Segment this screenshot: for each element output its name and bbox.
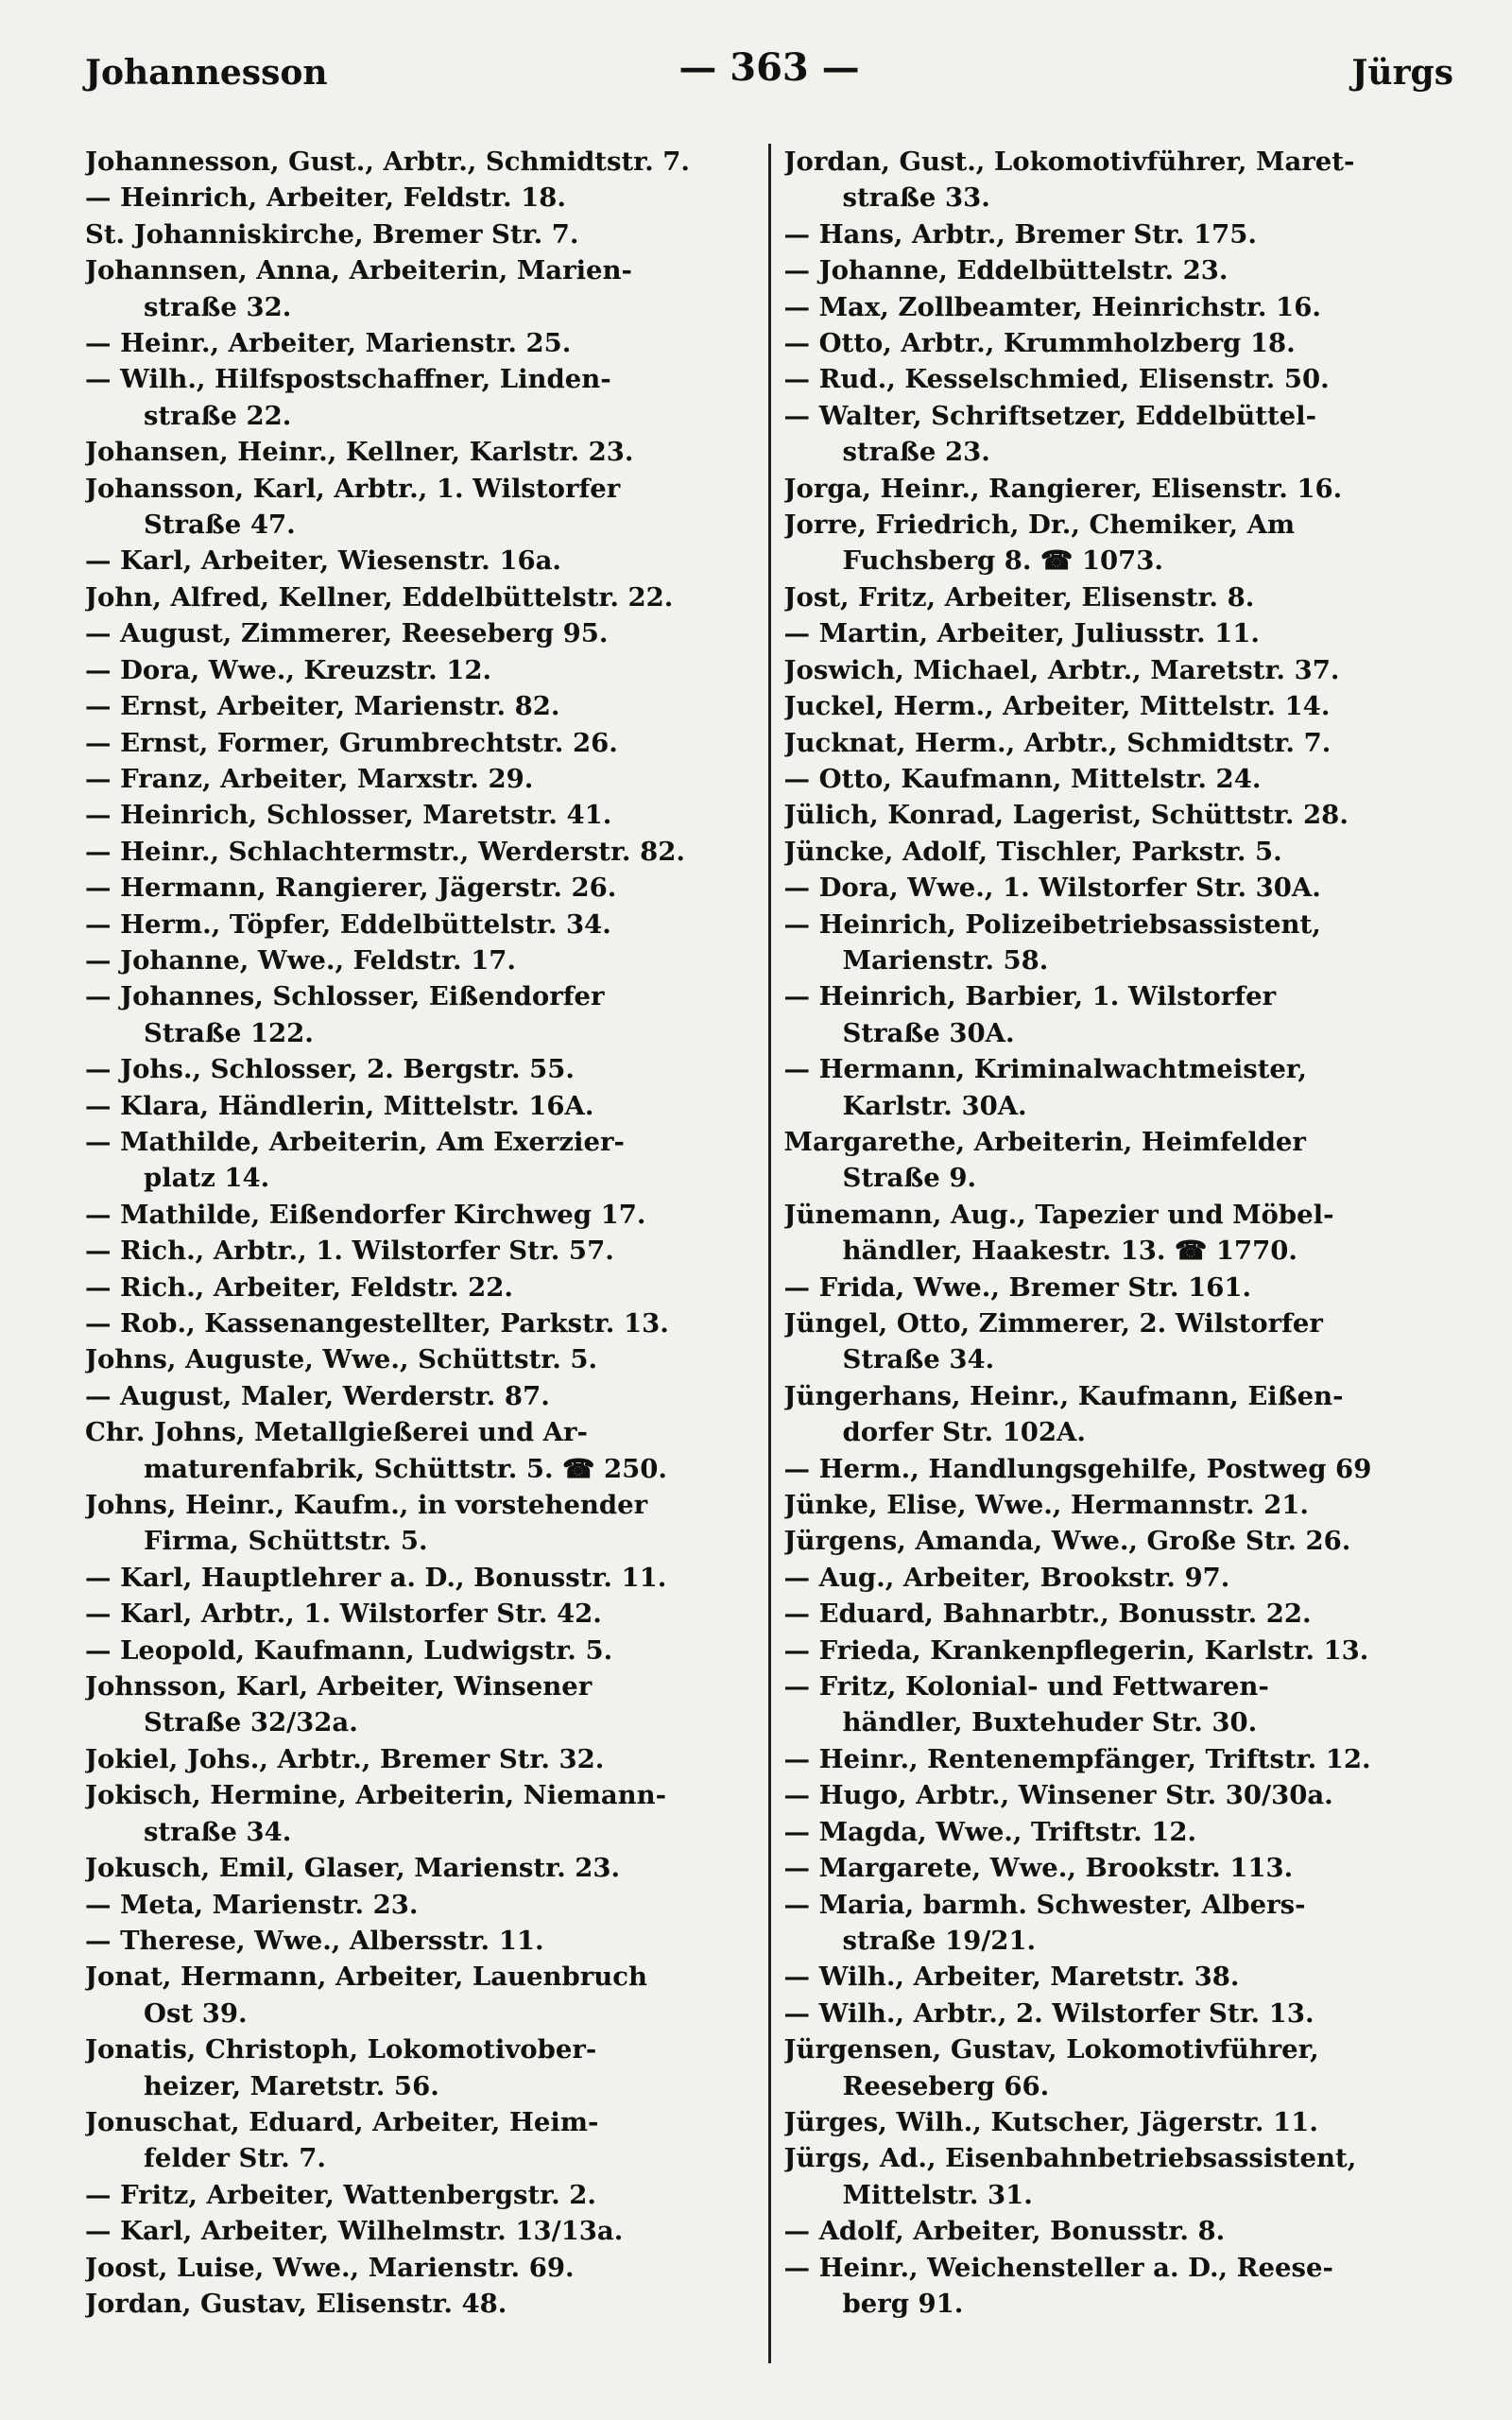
entry-continuation: Straße 34. xyxy=(842,1344,995,1375)
entry-line: — Rud., Kesselschmied, Elisenstr. 50. xyxy=(783,364,1330,395)
entry-line: — Dora, Wwe., Kreuzstr. 12. xyxy=(85,654,492,685)
directory-entry xyxy=(85,870,755,906)
directory-entry xyxy=(85,942,755,978)
entry-continuation: Ost 39. xyxy=(144,1997,248,2029)
directory-entry xyxy=(85,1923,755,1959)
directory-entry xyxy=(85,1051,755,1087)
entry-line: — Mathilde, Arbeiterin, Am Exerzier- xyxy=(85,1126,625,1157)
directory-entry xyxy=(784,579,1454,615)
directory-entry xyxy=(784,797,1454,833)
directory-entry xyxy=(784,1777,1454,1813)
directory-entry xyxy=(85,1560,755,1596)
entry-line: Jüncke, Adolf, Tischler, Parkstr. 5. xyxy=(783,836,1282,867)
page-number: — 363 — xyxy=(679,45,860,90)
directory-entry xyxy=(784,688,1454,724)
directory-entry xyxy=(784,507,1454,579)
entry-continuation: Straße 47. xyxy=(144,510,296,541)
entry-line: — Heinr., Weichensteller a. D., Reese- xyxy=(783,2252,1333,2283)
directory-entry xyxy=(85,1777,755,1850)
directory-entry xyxy=(784,1741,1454,1777)
running-head-left: Johannesson xyxy=(85,53,328,93)
entry-line: — Adolf, Arbeiter, Bonusstr. 8. xyxy=(783,2216,1226,2247)
entry-line: — Max, Zollbeamter, Heinrichstr. 16. xyxy=(783,291,1321,322)
directory-entry xyxy=(85,180,755,216)
entry-continuation: Reeseberg 66. xyxy=(842,2070,1050,2101)
entry-line: — Heinr., Schlachtermstr., Werderstr. 82. xyxy=(85,836,685,867)
entry-line: — Johanne, Eddelbüttelstr. 23. xyxy=(783,255,1228,286)
directory-entry xyxy=(85,688,755,724)
entry-line: Chr. Johns, Metallgießerei und Ar- xyxy=(85,1417,588,1448)
directory-entry xyxy=(784,1523,1454,1559)
entry-line: Jucknat, Herm., Arbtr., Schmidtstr. 7. xyxy=(783,727,1332,758)
entry-line: — Heinrich, Polizeibetriebsassistent, xyxy=(783,908,1321,940)
directory-entry xyxy=(85,2213,755,2249)
directory-entry xyxy=(784,2140,1454,2213)
entry-line: — Leopold, Kaufmann, Ludwigstr. 5. xyxy=(85,1634,613,1666)
directory-entry xyxy=(85,1668,755,1741)
entry-line: — Heinrich, Barbier, 1. Wilstorfer xyxy=(783,981,1277,1012)
directory-entry xyxy=(784,907,1454,979)
directory-entry xyxy=(784,144,1454,216)
entry-line: Juckel, Herm., Arbeiter, Mittelstr. 14. xyxy=(783,691,1331,722)
directory-entry xyxy=(85,2104,755,2177)
directory-entry xyxy=(784,1887,1454,1960)
directory-entry xyxy=(784,289,1454,325)
entry-line: — Heinr., Rentenempfänger, Triftstr. 12. xyxy=(783,1743,1371,1774)
entry-line: — Karl, Arbeiter, Wiesenstr. 16a. xyxy=(85,545,561,577)
directory-entry xyxy=(784,1051,1454,1124)
entry-line: — Johs., Schlosser, 2. Bergstr. 55. xyxy=(85,1054,575,1085)
entry-continuation: Karlstr. 30A. xyxy=(842,1090,1027,1121)
entry-continuation: straße 32. xyxy=(144,291,292,322)
directory-entry xyxy=(85,1959,755,2031)
running-head-right: Jürgs xyxy=(1351,53,1453,93)
directory-entry xyxy=(784,761,1454,797)
entry-line: — Otto, Kaufmann, Mittelstr. 24. xyxy=(783,763,1262,794)
entry-line: — Meta, Marienstr. 23. xyxy=(85,1889,419,1920)
directory-entry xyxy=(85,834,755,870)
entry-line: — Magda, Wwe., Triftstr. 12. xyxy=(783,1816,1197,1847)
entry-line: — Karl, Arbeiter, Wilhelmstr. 13/13a. xyxy=(85,2216,624,2247)
directory-entry xyxy=(784,1305,1454,1378)
directory-entry xyxy=(85,1487,755,1560)
entry-line: — Herm., Töpfer, Eddelbüttelstr. 34. xyxy=(85,908,611,940)
directory-entry xyxy=(784,2213,1454,2249)
directory-entry xyxy=(85,907,755,942)
entry-line: Jordan, Gustav, Elisenstr. 48. xyxy=(85,2288,507,2319)
directory-entry xyxy=(85,325,755,361)
directory-entry xyxy=(784,870,1454,906)
directory-entry xyxy=(784,398,1454,471)
entry-line: Jordan, Gust., Lokomotivführer, Maret- xyxy=(783,147,1355,177)
directory-entry xyxy=(784,978,1454,1051)
directory-entry xyxy=(85,652,755,688)
directory-entry xyxy=(784,615,1454,651)
directory-entry xyxy=(784,1487,1454,1523)
directory-entry xyxy=(784,1378,1454,1451)
directory-entry xyxy=(85,725,755,761)
entry-line: — Johannes, Schlosser, Eißendorfer xyxy=(85,981,605,1012)
entry-continuation: Marienstr. 58. xyxy=(842,944,1049,976)
entry-continuation: straße 33. xyxy=(842,182,990,214)
entry-continuation: heizer, Maretstr. 56. xyxy=(144,2070,439,2101)
directory-entry xyxy=(85,471,755,544)
directory-entry xyxy=(85,1270,755,1305)
entry-line: Jokiel, Johs., Arbtr., Bremer Str. 32. xyxy=(85,1743,605,1774)
entry-line: — Mathilde, Eißendorfer Kirchweg 17. xyxy=(85,1199,646,1230)
entry-continuation: berg 91. xyxy=(842,2288,964,2319)
directory-entry xyxy=(85,761,755,797)
entry-line: — Hermann, Rangierer, Jägerstr. 26. xyxy=(85,873,617,904)
entry-line: Jülich, Konrad, Lagerist, Schüttstr. 28. xyxy=(783,800,1349,831)
page-header xyxy=(85,45,1453,102)
directory-entry xyxy=(784,471,1454,507)
entry-line: — Heinrich, Arbeiter, Feldstr. 18. xyxy=(85,182,566,214)
entry-continuation: Straße 122. xyxy=(144,1017,314,1048)
directory-entry xyxy=(85,2286,755,2322)
directory-entry xyxy=(85,1633,755,1668)
directory-entry xyxy=(784,725,1454,761)
directory-entry xyxy=(784,1451,1454,1487)
entry-line: — Karl, Arbtr., 1. Wilstorfer Str. 42. xyxy=(85,1599,602,1630)
entry-line: — Hermann, Kriminalwachtmeister, xyxy=(783,1054,1307,1085)
entry-line: Jüngerhans, Heinr., Kaufmann, Eißen- xyxy=(783,1380,1344,1411)
left-column xyxy=(85,144,768,2363)
entry-line: Jokusch, Emil, Glaser, Marienstr. 23. xyxy=(85,1853,621,1884)
entry-line: — Otto, Arbtr., Krummholzberg 18. xyxy=(783,328,1296,359)
directory-entry xyxy=(85,2250,755,2286)
directory-entry xyxy=(784,1850,1454,1886)
entry-line: — Fritz, Kolonial- und Fettwaren- xyxy=(783,1671,1269,1703)
entry-line: Johannsen, Anna, Arbeiterin, Marien- xyxy=(85,255,632,286)
directory-entry xyxy=(784,1124,1454,1197)
directory-entry xyxy=(85,1233,755,1269)
directory-entry xyxy=(85,2031,755,2104)
entry-line: — Rob., Kassenangestellter, Parkstr. 13. xyxy=(85,1308,669,1339)
entry-line: — Wilh., Arbeiter, Maretstr. 38. xyxy=(783,1962,1240,1993)
directory-entry xyxy=(784,325,1454,361)
directory-entry xyxy=(85,579,755,615)
entry-line: St. Johanniskirche, Bremer Str. 7. xyxy=(85,218,579,250)
directory-entry xyxy=(85,1414,755,1487)
entry-line: Margarethe, Arbeiterin, Heimfelder xyxy=(783,1126,1306,1157)
directory-entry xyxy=(85,216,755,252)
entry-line: Jonuschat, Eduard, Arbeiter, Heim- xyxy=(85,2106,599,2137)
entry-line: — Fritz, Arbeiter, Wattenbergstr. 2. xyxy=(85,2179,597,2210)
directory-entry xyxy=(85,1850,755,1886)
entry-line: Johansson, Karl, Arbtr., 1. Wilstorfer xyxy=(85,473,621,504)
directory-entry xyxy=(85,797,755,833)
entry-line: Johansen, Heinr., Kellner, Karlstr. 23. xyxy=(85,437,634,468)
directory-entry xyxy=(85,1596,755,1632)
directory-entry xyxy=(85,361,755,434)
entry-continuation: straße 19/21. xyxy=(842,1925,1037,1956)
right-column xyxy=(768,144,1454,2363)
entry-line: Jost, Fritz, Arbeiter, Elisenstr. 8. xyxy=(783,581,1255,613)
directory-entry xyxy=(784,216,1454,252)
entry-line: Jünke, Elise, Wwe., Hermannstr. 21. xyxy=(783,1490,1309,1521)
entry-line: — Heinr., Arbeiter, Marienstr. 25. xyxy=(85,328,572,359)
entry-line: Jonat, Hermann, Arbeiter, Lauenbruch xyxy=(85,1962,647,1993)
entry-line: — Herm., Handlungsgehilfe, Postweg 69 xyxy=(783,1453,1372,1484)
directory-entry xyxy=(784,2031,1454,2104)
entry-line: — Walter, Schriftsetzer, Eddelbüttel- xyxy=(783,400,1317,431)
directory-entry xyxy=(85,1124,755,1197)
entry-line: — Wilh., Hilfspostschaffner, Linden- xyxy=(85,364,611,395)
entry-line: — Ernst, Former, Grumbrechtstr. 26. xyxy=(85,727,618,758)
entry-line: Joswich, Michael, Arbtr., Maretstr. 37. xyxy=(783,654,1340,685)
entry-continuation: Straße 32/32a. xyxy=(144,1707,358,1738)
directory-entry xyxy=(784,1959,1454,1995)
entry-line: — Eduard, Bahnarbtr., Bonusstr. 22. xyxy=(783,1599,1312,1630)
entry-line: Johns, Heinr., Kaufm., in vorstehender xyxy=(85,1490,648,1521)
directory-entry xyxy=(784,1197,1454,1270)
directory-entry xyxy=(85,434,755,470)
entry-line: — Rich., Arbeiter, Feldstr. 22. xyxy=(85,1271,513,1303)
entry-continuation: straße 34. xyxy=(144,1816,292,1847)
directory-entry xyxy=(85,1887,755,1923)
directory-entry xyxy=(784,361,1454,397)
entry-continuation: Fuchsberg 8. ☎ 1073. xyxy=(842,545,1163,577)
entry-line: — Karl, Hauptlehrer a. D., Bonusstr. 11. xyxy=(85,1562,667,1593)
entry-line: Joost, Luise, Wwe., Marienstr. 69. xyxy=(85,2252,575,2283)
directory-entry xyxy=(85,978,755,1051)
entry-continuation: Straße 9. xyxy=(842,1163,977,1194)
entry-continuation: Mittelstr. 31. xyxy=(842,2179,1033,2210)
entry-line: Jorga, Heinr., Rangierer, Elisenstr. 16. xyxy=(783,473,1343,504)
entry-line: Jokisch, Hermine, Arbeiterin, Niemann- xyxy=(85,1780,667,1811)
entry-line: Johnsson, Karl, Arbeiter, Winsener xyxy=(85,1671,593,1703)
directory-entry xyxy=(85,1341,755,1377)
entry-line: John, Alfred, Kellner, Eddelbüttelstr. 22. xyxy=(85,581,674,613)
entry-line: — Klara, Händlerin, Mittelstr. 16A. xyxy=(85,1090,594,1121)
entry-continuation: straße 22. xyxy=(144,400,292,431)
entry-line: Jürgens, Amanda, Wwe., Große Str. 26. xyxy=(783,1526,1351,1557)
directory-entry xyxy=(85,1741,755,1777)
entry-continuation: maturenfabrik, Schüttstr. 5. ☎ 250. xyxy=(144,1453,667,1484)
entry-columns xyxy=(85,144,1453,2363)
directory-entry xyxy=(784,1596,1454,1632)
entry-line: — Hugo, Arbtr., Winsener Str. 30/30a. xyxy=(783,1780,1333,1811)
entry-continuation: felder Str. 7. xyxy=(144,2143,326,2174)
directory-entry xyxy=(784,2104,1454,2140)
entry-line: — August, Maler, Werderstr. 87. xyxy=(85,1380,550,1411)
entry-line: — Ernst, Arbeiter, Marienstr. 82. xyxy=(85,691,560,722)
entry-line: — Dora, Wwe., 1. Wilstorfer Str. 30A. xyxy=(783,873,1321,904)
entry-line: Jünemann, Aug., Tapezier und Möbel- xyxy=(783,1199,1334,1230)
directory-entry xyxy=(784,1668,1454,1741)
entry-continuation: Straße 30A. xyxy=(842,1017,1015,1048)
entry-line: — Frieda, Krankenpflegerin, Karlstr. 13. xyxy=(783,1634,1369,1666)
entry-line: Jürges, Wilh., Kutscher, Jägerstr. 11. xyxy=(783,2106,1318,2137)
entry-line: — Franz, Arbeiter, Marxstr. 29. xyxy=(85,763,534,794)
directory-entry xyxy=(85,1378,755,1414)
directory-entry xyxy=(784,1633,1454,1668)
entry-line: — Maria, barmh. Schwester, Albers- xyxy=(783,1889,1306,1920)
entry-line: — Therese, Wwe., Albersstr. 11. xyxy=(85,1925,544,1956)
directory-entry xyxy=(85,252,755,325)
entry-line: — Aug., Arbeiter, Brookstr. 97. xyxy=(783,1562,1230,1593)
directory-entry xyxy=(85,1305,755,1341)
entry-continuation: dorfer Str. 102A. xyxy=(842,1417,1086,1448)
entry-line: — August, Zimmerer, Reeseberg 95. xyxy=(85,618,609,649)
directory-entry xyxy=(784,252,1454,288)
directory-entry xyxy=(85,543,755,579)
directory-entry xyxy=(784,652,1454,688)
entry-line: Johns, Auguste, Wwe., Schüttstr. 5. xyxy=(85,1344,598,1375)
directory-entry xyxy=(85,1088,755,1124)
entry-line: — Margarete, Wwe., Brookstr. 113. xyxy=(783,1853,1294,1884)
directory-entry xyxy=(784,2250,1454,2323)
entry-line: Jonatis, Christoph, Lokomotivober- xyxy=(85,2034,597,2066)
directory-entry xyxy=(85,1197,755,1233)
entry-line: Johannesson, Gust., Arbtr., Schmidtstr. 7. xyxy=(85,147,691,177)
directory-entry xyxy=(784,1270,1454,1305)
directory-entry xyxy=(85,144,755,180)
entry-line: Jürgs, Ad., Eisenbahnbetriebsassistent, xyxy=(783,2143,1357,2174)
entry-continuation: straße 23. xyxy=(842,437,990,468)
entry-line: Jüngel, Otto, Zimmerer, 2. Wilstorfer xyxy=(783,1308,1323,1339)
entry-line: — Johanne, Wwe., Feldstr. 17. xyxy=(85,944,516,976)
entry-line: Jorre, Friedrich, Dr., Chemiker, Am xyxy=(783,510,1296,541)
directory-entry xyxy=(784,1814,1454,1850)
entry-continuation: Firma, Schüttstr. 5. xyxy=(144,1526,428,1557)
entry-continuation: händler, Haakestr. 13. ☎ 1770. xyxy=(842,1236,1297,1267)
entry-line: — Martin, Arbeiter, Juliusstr. 11. xyxy=(783,618,1260,649)
entry-line: — Wilh., Arbtr., 2. Wilstorfer Str. 13. xyxy=(783,1997,1314,2029)
directory-entry xyxy=(85,2177,755,2213)
entry-line: — Heinrich, Schlosser, Maretstr. 41. xyxy=(85,800,612,831)
entry-line: — Frida, Wwe., Bremer Str. 161. xyxy=(783,1271,1252,1303)
entry-continuation: platz 14. xyxy=(144,1163,270,1194)
directory-entry xyxy=(784,1560,1454,1596)
directory-entry xyxy=(85,615,755,651)
entry-continuation: händler, Buxtehuder Str. 30. xyxy=(842,1707,1258,1738)
directory-entry xyxy=(784,834,1454,870)
directory-entry xyxy=(784,1996,1454,2031)
entry-line: — Rich., Arbtr., 1. Wilstorfer Str. 57. xyxy=(85,1236,614,1267)
entry-line: Jürgensen, Gustav, Lokomotivführer, xyxy=(783,2034,1319,2066)
entry-line: — Hans, Arbtr., Bremer Str. 175. xyxy=(783,218,1257,250)
